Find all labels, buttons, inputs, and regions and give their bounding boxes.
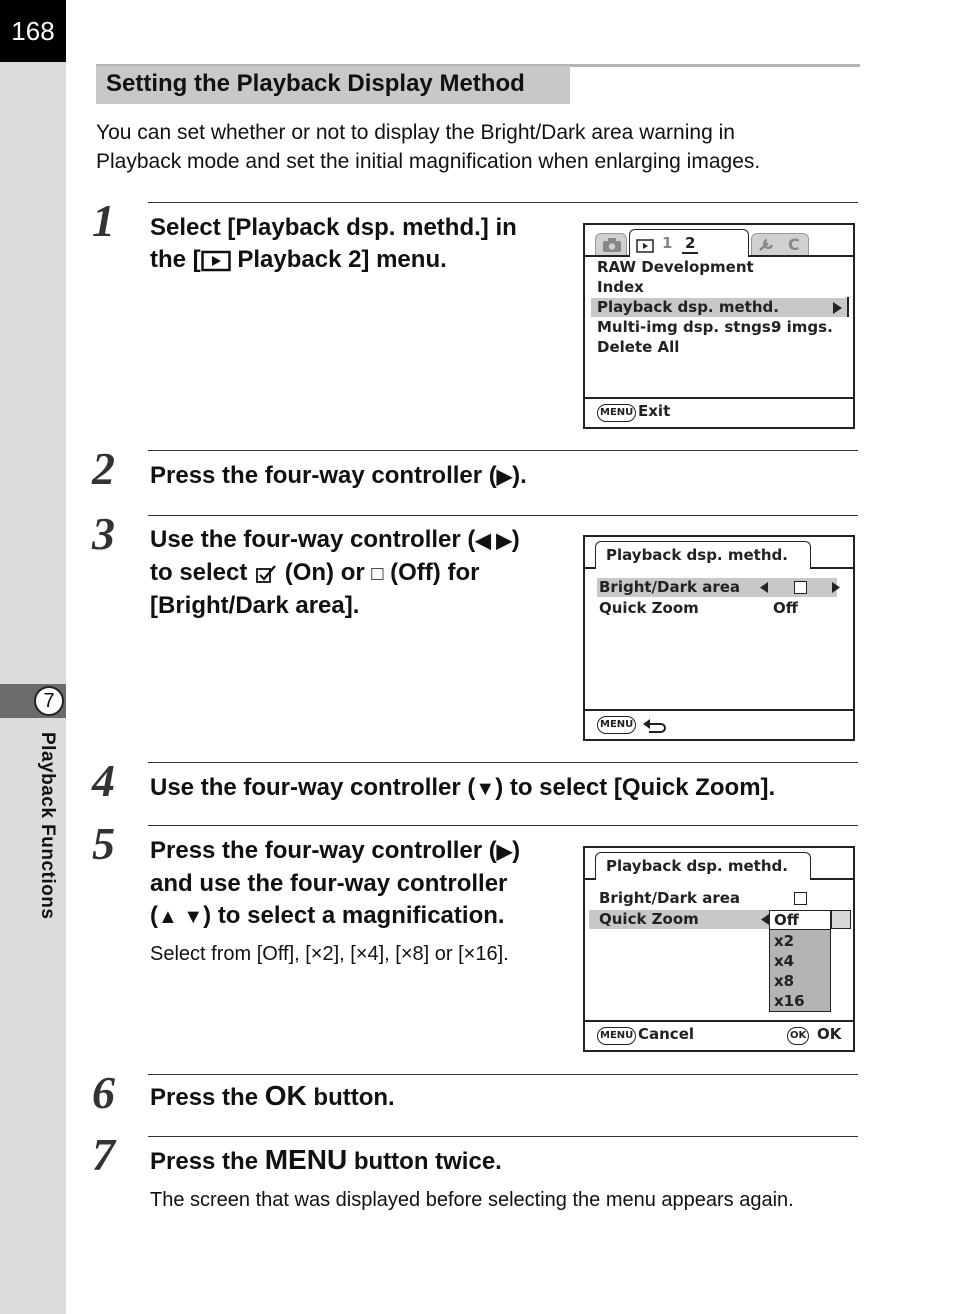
quick-zoom-row[interactable]: Quick Zoom: [599, 910, 699, 928]
step-2-text: [150, 460, 527, 493]
step-line: Select [Playback dsp. methd.] in: [150, 214, 517, 241]
checkbox-empty-icon: □: [371, 563, 384, 585]
menu-key-icon: MENU: [597, 404, 636, 422]
menu-item[interactable]: Multi-img dsp. stngs.: [597, 318, 777, 336]
step-number: 3: [92, 508, 115, 559]
step-4-text: [150, 772, 775, 805]
text: Use the four-way controller (: [150, 526, 476, 553]
arrow-right-icon: [831, 301, 843, 315]
arrow-left-icon: [759, 581, 769, 594]
screen-title-tab: [595, 541, 811, 569]
playback-dsp-screen: [583, 535, 855, 741]
chapter-title: Playback Functions: [37, 732, 58, 920]
zoom-option-selected[interactable]: Off: [774, 911, 799, 929]
step-3-text: [150, 524, 520, 622]
ok-key-icon: OK: [787, 1027, 809, 1045]
step-line: and use the four-way controller: [150, 870, 508, 897]
text: Press the: [150, 1148, 265, 1175]
arrow-up-down-icon: ▲ ▼: [158, 906, 204, 928]
step-rule: [148, 515, 858, 516]
screen-footer: [585, 709, 853, 739]
quick-zoom-screen: [583, 846, 855, 1052]
step-1-text: [150, 212, 517, 276]
checkbox-empty-icon[interactable]: [794, 581, 807, 594]
step-7-text: [150, 1144, 502, 1178]
section-title: Setting the Playback Display Method: [96, 66, 570, 104]
text: ): [512, 837, 521, 864]
text: Press the: [150, 1084, 265, 1111]
step-line: [150, 524, 520, 557]
bright-dark-row[interactable]: Bright/Dark area: [599, 889, 741, 907]
screen-title: Playback dsp. methd.: [606, 546, 788, 564]
screen-footer: [585, 1020, 853, 1050]
step-number: 4: [92, 755, 115, 806]
quick-zoom-row[interactable]: Quick Zoom: [599, 599, 699, 617]
arrow-left-right-icon: ◀ ▶: [475, 530, 512, 552]
step-6-text: [150, 1080, 395, 1114]
quick-zoom-value: Off: [773, 599, 798, 617]
step-number: 5: [92, 818, 115, 869]
menu-key-icon: MENU: [597, 1027, 636, 1045]
step-line: [150, 244, 517, 276]
step-number: 6: [92, 1067, 115, 1118]
text: Press the four-way controller (: [150, 837, 497, 864]
menu-item[interactable]: Delete All: [597, 338, 680, 356]
step-rule: [148, 825, 858, 826]
step-rule: [148, 762, 858, 763]
playback-icon: [636, 239, 654, 253]
checkbox-checked-icon: [254, 563, 278, 585]
custom-c-icon: C: [788, 235, 800, 254]
text: (Off) for: [390, 559, 480, 586]
back-arrow-icon[interactable]: [641, 716, 667, 734]
camera-menu-screen: [583, 223, 855, 429]
menu-item[interactable]: RAW Development: [597, 258, 754, 276]
intro-paragraph: [96, 118, 876, 176]
page-sidebar: [0, 0, 66, 1314]
intro-line: You can set whether or not to display the Bright/Dark area warning in: [96, 121, 735, 144]
ok-key-label: OK: [264, 1080, 307, 1111]
text: button twice.: [347, 1148, 502, 1175]
cancel-label[interactable]: Cancel: [638, 1025, 695, 1043]
text: to select: [150, 559, 255, 586]
text: Use the four-way controller (: [150, 774, 476, 801]
zoom-option[interactable]: x2: [774, 932, 795, 950]
camera-tab[interactable]: [595, 233, 627, 255]
scroll-cell: [831, 910, 851, 929]
step-rule: [148, 1074, 858, 1075]
exit-label[interactable]: Exit: [638, 402, 671, 420]
screen-title-tab: [595, 852, 811, 880]
step-7-note: The screen that was displayed before selecting the menu appears again.: [150, 1189, 794, 1211]
text: ): [511, 526, 520, 553]
text: (: [150, 902, 158, 929]
step-number: 7: [92, 1129, 115, 1180]
scroll-edge: [847, 297, 849, 317]
text: Playback 2] menu.: [230, 246, 447, 273]
arrow-down-icon: ▼: [475, 778, 496, 800]
step-line: [150, 900, 520, 933]
step-rule: [148, 1136, 858, 1137]
page-number: 168: [0, 0, 66, 62]
zoom-option[interactable]: x16: [774, 992, 805, 1010]
arrow-right-icon: ▶: [496, 466, 513, 488]
screen-footer: [585, 397, 853, 427]
setup-tab[interactable]: [751, 233, 809, 255]
text: ) to select a magnification.: [203, 902, 505, 929]
checkbox-empty-icon[interactable]: [794, 892, 807, 905]
menu-item-value: 9 imgs.: [771, 318, 833, 336]
text: Press the four-way controller (: [150, 462, 497, 489]
step-number: 1: [92, 195, 115, 246]
step-line: [150, 557, 520, 590]
intro-line: Playback mode and set the initial magnification when enlarging images.: [96, 150, 761, 173]
tab-page-2[interactable]: 2: [682, 234, 698, 254]
step-rule: [148, 202, 858, 203]
playback-icon: [201, 250, 231, 272]
menu-key-label: MENU: [264, 1144, 348, 1175]
text: button.: [306, 1084, 395, 1111]
menu-item-selected[interactable]: Playback dsp. methd.: [597, 298, 779, 316]
arrow-right-icon: ▶: [496, 841, 513, 863]
menu-item[interactable]: Index: [597, 278, 644, 296]
text: the [: [150, 246, 201, 273]
step-line: [Bright/Dark area].: [150, 592, 360, 619]
arrow-right-icon: [831, 581, 841, 594]
bright-dark-row[interactable]: Bright/Dark area: [599, 578, 741, 596]
zoom-option-list[interactable]: [769, 910, 831, 1012]
tab-page-1[interactable]: 1: [662, 234, 673, 252]
menu-key-icon: MENU: [597, 716, 636, 734]
step-number: 2: [92, 443, 115, 494]
text: ) to select [Quick Zoom].: [495, 774, 776, 801]
step-rule: [148, 450, 858, 451]
wrench-icon: [757, 237, 777, 253]
chapter-number: 7: [34, 686, 64, 716]
step-5-note: Select from [Off], [×2], [×4], [×8] or [×16].: [150, 943, 509, 965]
text: ).: [512, 462, 527, 489]
screen-title: Playback dsp. methd.: [606, 857, 788, 875]
ok-label[interactable]: OK: [817, 1025, 842, 1043]
step-line: [150, 835, 520, 868]
text: (On) or: [284, 559, 372, 586]
zoom-option[interactable]: x8: [774, 972, 795, 990]
zoom-option[interactable]: x4: [774, 952, 795, 970]
step-5-text: [150, 835, 520, 933]
playback-tab[interactable]: [629, 229, 749, 257]
camera-icon: [598, 236, 626, 254]
